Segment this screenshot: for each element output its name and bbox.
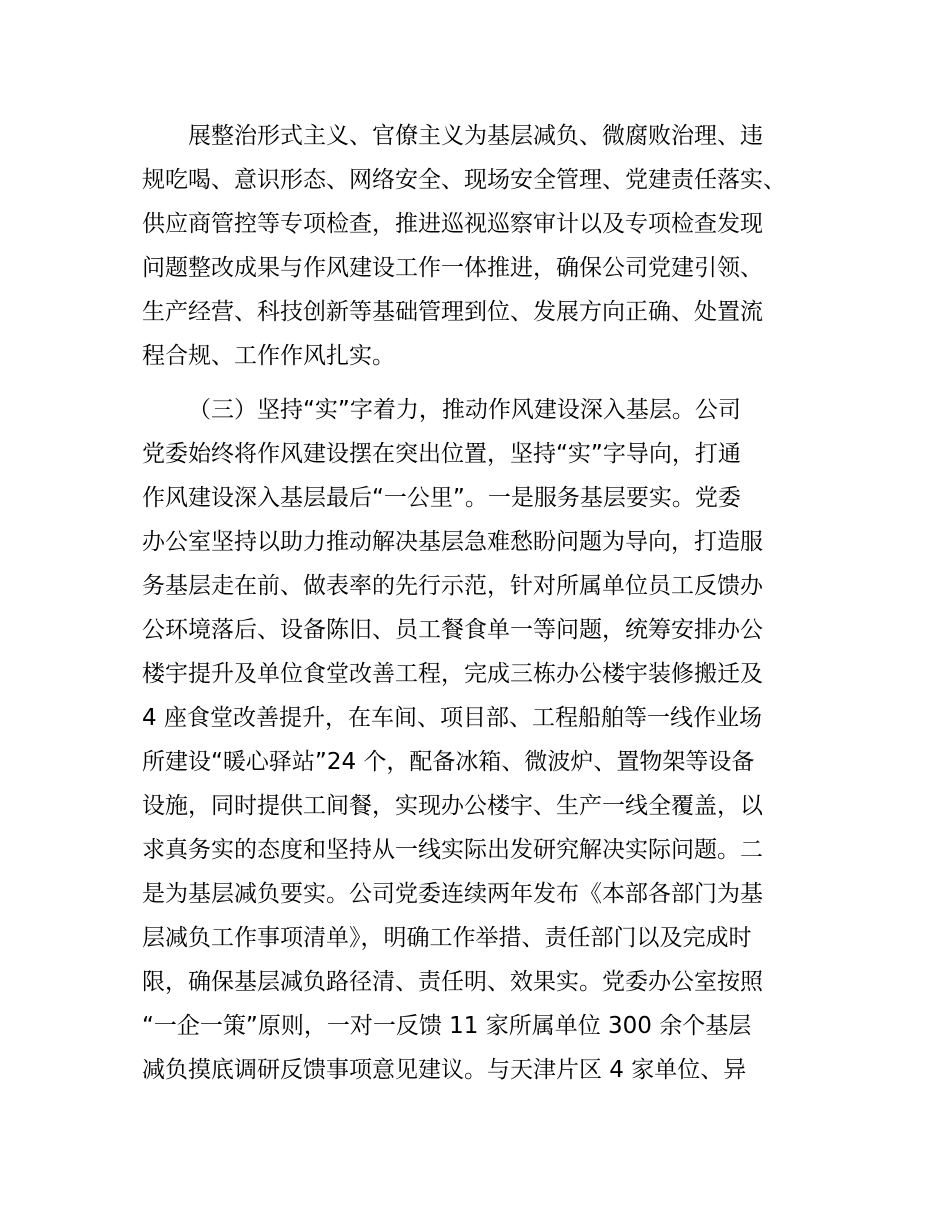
text-line: “一企一策”原则，一对一反馈 11 家所属单位 300 余个基层 [142, 1013, 752, 1039]
text-line: 问题整改成果与作风建设工作一体推进，确保公司党建引领、 [142, 255, 763, 281]
text-line: 作风建设深入基层最后“一公里”。一是服务基层要实。党委 [142, 485, 741, 511]
text-line: 供应商管控等专项检查，推进巡视巡察审计以及专项检查发现 [142, 211, 763, 237]
text-line: 楼宇提升及单位食堂改善工程，完成三栋办公楼宇装修搬迁及 [142, 661, 763, 687]
text-line: 展整治形式主义、官僚主义为基层减负、微腐败治理、违 [188, 123, 763, 149]
text-line: 是为基层减负要实。公司党委连续两年发布《本部各部门为基 [142, 881, 763, 907]
text-line: 限，确保基层减负路径清、责任明、效果实。党委办公室按照 [142, 969, 763, 995]
text-line: 所建设“暖心驿站”24 个，配备冰箱、微波炉、置物架等设备 [142, 749, 755, 775]
text-line: 程合规、工作作风扎实。 [142, 343, 395, 369]
text-line: 务基层走在前、做表率的先行示范，针对所属单位员工反馈办 [142, 573, 763, 599]
text-line: 求真务实的态度和坚持从一线实际出发研究解决实际问题。二 [142, 837, 763, 863]
section-heading-line: （三）坚持“实”字着力，推动作风建设深入基层。公司 [188, 397, 741, 423]
text-line: 层减负工作事项清单》，明确工作举措、责任部门以及完成时 [142, 925, 752, 951]
text-line: 生产经营、科技创新等基础管理到位、发展方向正确、处置流 [142, 299, 763, 325]
text-line: 党委始终将作风建设摆在突出位置，坚持“实”字导向，打通 [142, 441, 741, 467]
text-line: 办公室坚持以助力推动解决基层急难愁盼问题为导向，打造服 [142, 529, 763, 555]
text-line: 设施，同时提供工间餐，实现办公楼宇、生产一线全覆盖，以 [142, 793, 763, 819]
text-line: 规吃喝、意识形态、网络安全、现场安全管理、党建责任落实、 [142, 167, 786, 193]
text-line: 4 座食堂改善提升，在车间、项目部、工程船舶等一线作业场 [142, 705, 762, 731]
text-line: 减负摸底调研反馈事项意见建议。与天津片区 4 家单位、异 [142, 1057, 747, 1083]
text-line: 公环境落后、设备陈旧、员工餐食单一等问题，统筹安排办公 [142, 617, 763, 643]
